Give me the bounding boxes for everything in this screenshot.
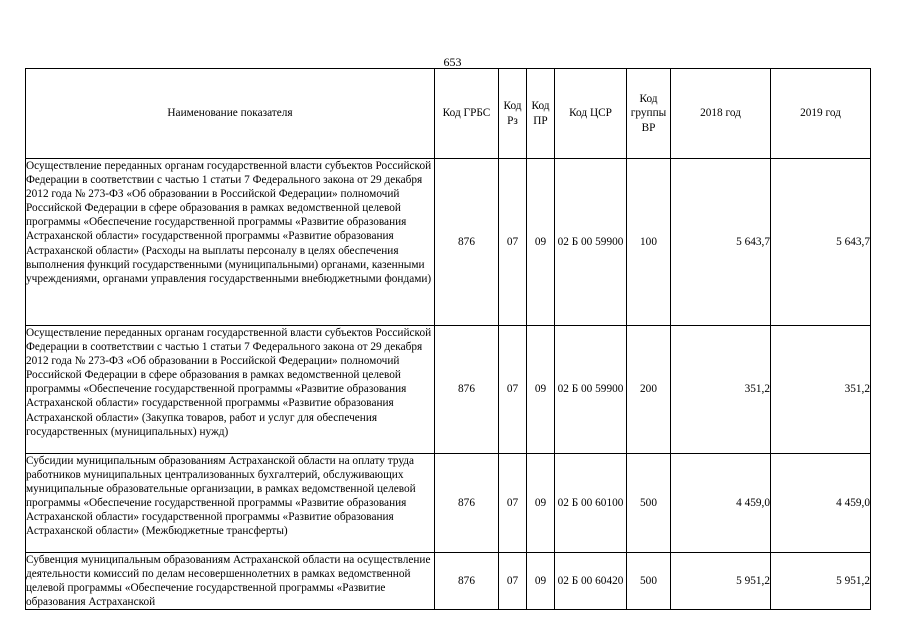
csr-code: 02 Б 00 59900	[555, 159, 627, 326]
amount-2018: 351,2	[671, 326, 771, 454]
grbs-code: 876	[435, 454, 499, 553]
indicator-name: Субсидии муниципальным образованиям Астраханской области на оплату труда работников муниципальных централизованных бухгалтерий, обслуживающих муниципальные образовательные организации, в рамках ведомственной целевой программы «Обеспечение государственной программы «Развитие образования Астраханской области» государственной программы «Развитие образования Астраханской области» (Межбюджетные трансферты)	[26, 454, 435, 553]
grbs-code: 876	[435, 159, 499, 326]
vr-code: 500	[627, 553, 671, 610]
budget-table	[25, 68, 871, 610]
indicator-name: Осуществление переданных органам государственной власти субъектов Российской Федерации в соответствии с частью 1 статьи 7 Федерального закона от 29 декабря 2012 года № 273-ФЗ «Об образовании в Российской Федерации» полномочий Российской Федерации в сфере образования в рамках ведомственной целевой программы «Обеспечение государственной программы «Развитие образования Астраханской области» государственной программы «Развитие образования Астраханской области» (Расходы на выплаты персоналу в целях обеспечения выполнения функций государственными (муниципальными) органами, казенными учреждениями, органами управления государственными внебюджетными фондами)	[26, 159, 435, 326]
header-2018: 2018 год	[671, 69, 771, 159]
grbs-code: 876	[435, 326, 499, 454]
csr-code: 02 Б 00 60420	[555, 553, 627, 610]
grbs-code: 876	[435, 553, 499, 610]
header-csr: Код ЦСР	[555, 69, 627, 159]
indicator-name: Осуществление переданных органам государственной власти субъектов Российской Федерации в соответствии с частью 1 статьи 7 Федерального закона от 29 декабря 2012 года № 273-ФЗ «Об образовании в Российской Федерации» полномочий Российской Федерации в сфере образования в рамках ведомственной целевой программы «Обеспечение государственной программы «Развитие образования Астраханской области» государственной программы «Развитие образования Астраханской области» (Закупка товаров, работ и услуг для обеспечения государственных (муниципальных) нужд)	[26, 326, 435, 454]
header-name: Наименование показателя	[26, 69, 435, 159]
header-grbs: Код ГРБС	[435, 69, 499, 159]
table-row	[26, 326, 871, 454]
amount-2019: 5 951,2	[771, 553, 871, 610]
amount-2019: 4 459,0	[771, 454, 871, 553]
table-row	[26, 159, 871, 326]
amount-2018: 5 643,7	[671, 159, 771, 326]
amount-2018: 4 459,0	[671, 454, 771, 553]
vr-code: 100	[627, 159, 671, 326]
amount-2019: 5 643,7	[771, 159, 871, 326]
csr-code: 02 Б 00 59900	[555, 326, 627, 454]
indicator-name: Субвенция муниципальным образованиям Астраханской области на осуществление деятельности комиссий по делам несовершеннолетних в рамках ведомственной целевой программы «Обеспечение государственной программы «Развитие образования Астраханской	[26, 553, 435, 610]
header-pr: Код ПР	[527, 69, 555, 159]
table-row	[26, 553, 871, 610]
rz-code: 07	[499, 159, 527, 326]
page-number: 653	[443, 55, 462, 69]
table-header-row	[26, 69, 871, 159]
pr-code: 09	[527, 326, 555, 454]
amount-2019: 351,2	[771, 326, 871, 454]
vr-code: 500	[627, 454, 671, 553]
header-vr: Код группы ВР	[627, 69, 671, 159]
pr-code: 09	[527, 553, 555, 610]
vr-code: 200	[627, 326, 671, 454]
amount-2018: 5 951,2	[671, 553, 771, 610]
header-rz: Код Рз	[499, 69, 527, 159]
rz-code: 07	[499, 553, 527, 610]
pr-code: 09	[527, 159, 555, 326]
pr-code: 09	[527, 454, 555, 553]
rz-code: 07	[499, 326, 527, 454]
csr-code: 02 Б 00 60100	[555, 454, 627, 553]
header-2019: 2019 год	[771, 69, 871, 159]
rz-code: 07	[499, 454, 527, 553]
table-row	[26, 454, 871, 553]
